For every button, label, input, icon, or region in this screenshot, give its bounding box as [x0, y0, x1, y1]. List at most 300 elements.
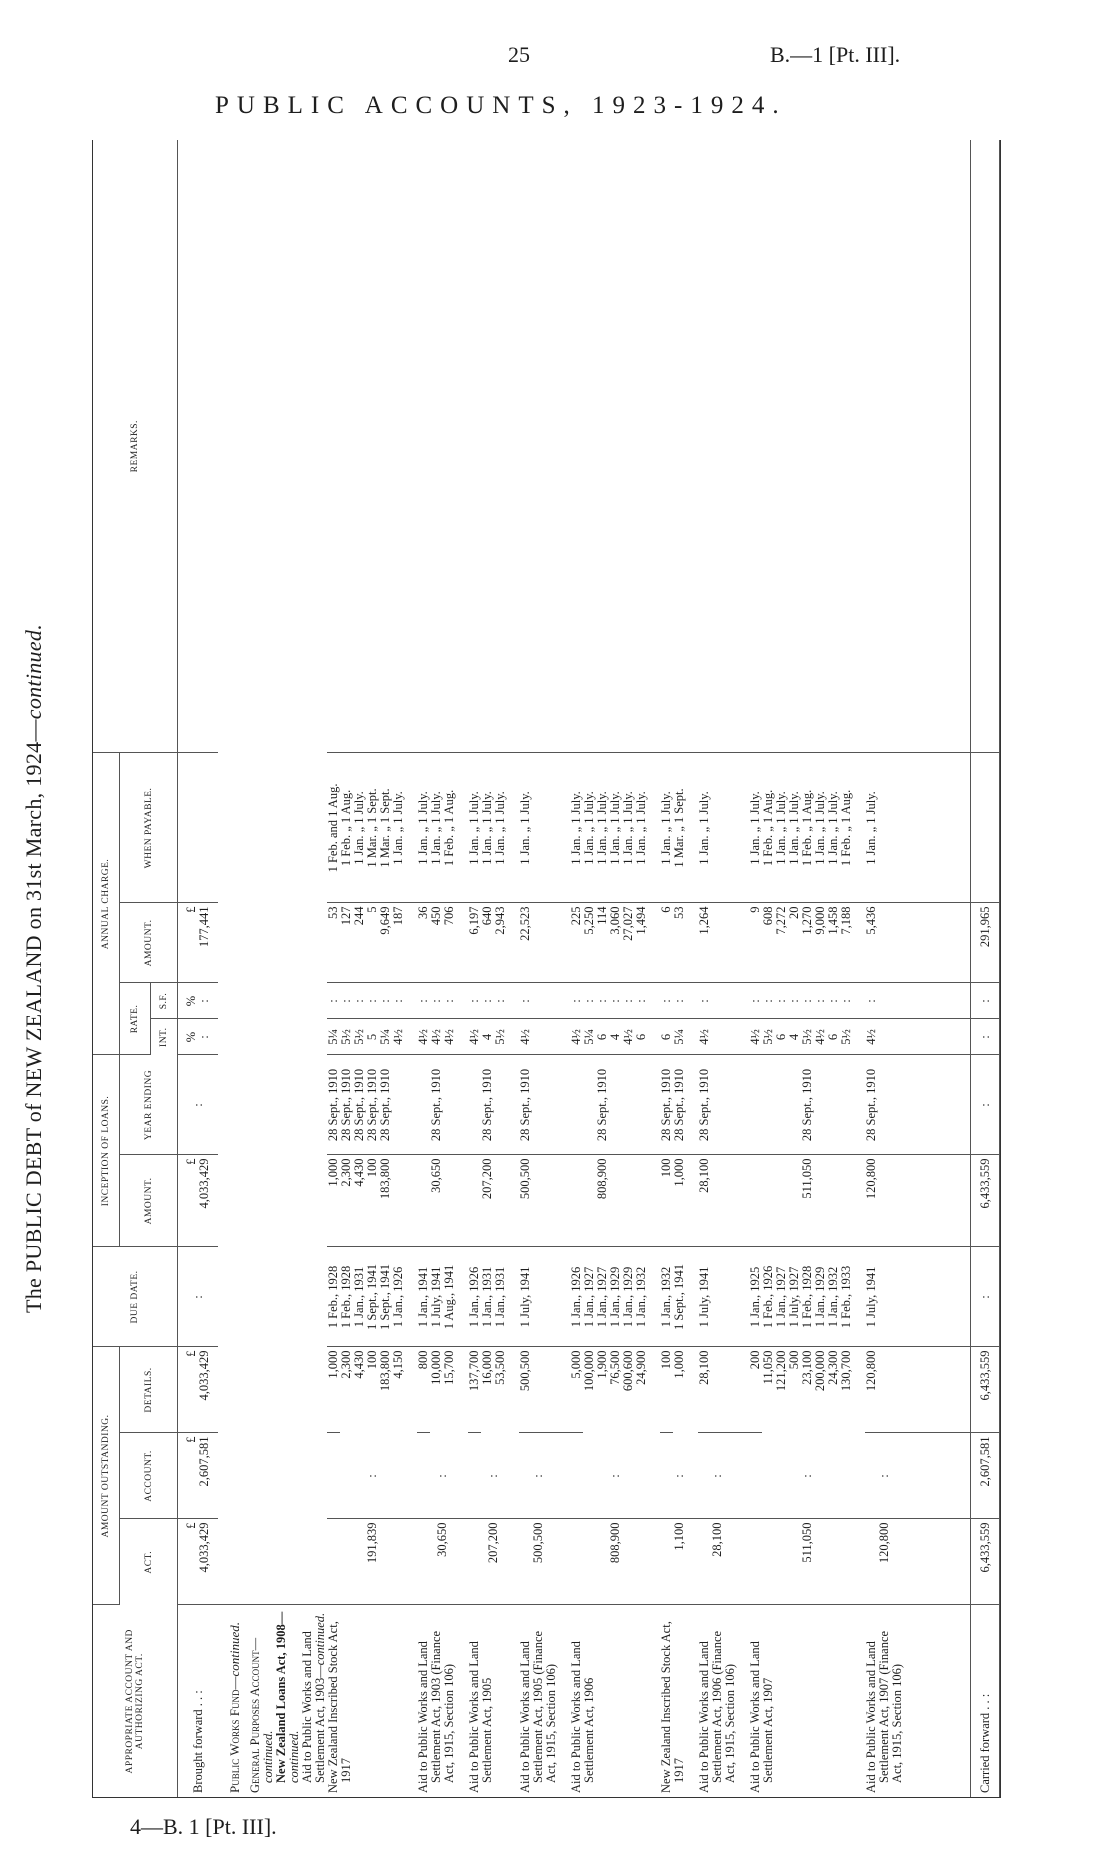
when-payable-cell: 1 Jan. „ 1 July. [660, 753, 673, 903]
authorizing-act-cell: Aid to Public Works and Land Settlement Act, 1905 (Finance Act, 1915, Section 106) [518, 1630, 558, 1793]
account-cell: : [468, 1433, 519, 1519]
details-cell: 1,000 [672, 1350, 686, 1379]
when-payable-cell: 1 Jan. „ 1 July. [353, 753, 366, 903]
table-title-main: The PUBLIC DEBT of NEW ZEALAND on 31st March, 1924— [21, 719, 46, 1314]
inception-amount-cell [775, 1155, 788, 1247]
charge-amount-cell: 640 [481, 903, 494, 983]
col-act: ACT. [120, 1519, 178, 1605]
inception-amount-cell [840, 1155, 865, 1247]
section-heading-row [218, 140, 249, 1797]
act-amount-cell: 28,100 [698, 1519, 749, 1605]
bf-inception-amount: £ 4,033,429 [178, 1155, 219, 1247]
when-payable-cell: 1 Mar. „ 1 Sept. [673, 753, 698, 903]
document-reference: B.—1 [Pt. III]. [770, 42, 901, 67]
col-appropriate-act: APPROPRIATE ACCOUNT AND AUTHORIZING ACT. [93, 1605, 178, 1797]
details-cell: 2,300 [339, 1350, 353, 1379]
account-cell: : [660, 1433, 698, 1519]
due-date-cell: 1 Sept., 1941 [366, 1247, 379, 1347]
rate-int-cell: 5 [366, 1019, 379, 1055]
inception-amount-cell: 4,430 [353, 1155, 366, 1247]
due-date-cell: 1 Jan., 1927 [775, 1247, 788, 1347]
year-ending-cell [840, 1055, 865, 1155]
rate-int-cell: 4½ [417, 1019, 430, 1055]
rate-int-cell: 6 [827, 1019, 840, 1055]
rate-sf-cell: : [379, 983, 392, 1019]
act-amount-cell: 1,100 [660, 1519, 698, 1605]
inception-amount-cell [635, 1155, 660, 1247]
charge-amount-cell: 1,458 [827, 903, 840, 983]
inception-amount-cell: 1,000 [327, 1155, 340, 1247]
rate-int-cell: 5½ [494, 1019, 519, 1055]
rate-sf-cell: : [519, 983, 570, 1019]
charge-amount-cell: 22,523 [519, 903, 570, 983]
rate-sf-cell: : [481, 983, 494, 1019]
table-body [178, 140, 971, 1797]
details-cell: 1,900 [595, 1350, 609, 1379]
details-cell: 15,700 [442, 1350, 456, 1385]
when-payable-cell: 1 Jan. „ 1 July. [596, 753, 609, 903]
rate-sf-cell: : [635, 983, 660, 1019]
year-ending-cell: 28 Sept., 1910 [481, 1055, 494, 1155]
year-ending-cell: 28 Sept., 1910 [865, 1055, 916, 1155]
remarks-cell [519, 140, 570, 753]
due-date-cell: 1 Aug., 1941 [443, 1247, 468, 1347]
rate-int-cell: 5¼ [327, 1019, 340, 1055]
when-payable-cell: 1 Jan. „ 1 July. [609, 753, 622, 903]
rate-sf-cell: : [788, 983, 801, 1019]
inception-amount-cell [814, 1155, 827, 1247]
when-payable-cell: 1 Feb. „ 1 Aug. [840, 753, 865, 903]
table-row [660, 140, 673, 1797]
rate-int-cell: 4½ [519, 1019, 570, 1055]
due-date-cell: 1 Jan., 1926 [468, 1247, 481, 1347]
due-date-cell: 1 Feb., 1928 [340, 1247, 353, 1347]
charge-amount-cell: 36 [417, 903, 430, 983]
inception-amount-cell: 120,800 [865, 1155, 916, 1247]
rate-int-cell: 6 [635, 1019, 660, 1055]
charge-amount-cell: 187 [392, 903, 417, 983]
rate-int-cell: 5½ [762, 1019, 775, 1055]
act-amount-cell: 207,200 [468, 1519, 519, 1605]
inception-amount-cell: 30,650 [430, 1155, 443, 1247]
cf-sf: : [971, 983, 1000, 1019]
inception-amount-cell: 2,300 [340, 1155, 353, 1247]
details-cell: 120,800 [865, 1347, 916, 1433]
due-date-cell: 1 Jan., 1927 [596, 1247, 609, 1347]
col-rate-int: INT. [151, 1019, 178, 1055]
when-payable-cell: 1 Jan. „ 1 July. [827, 753, 840, 903]
when-payable-cell: 1 Jan. „ 1 July. [494, 753, 519, 903]
rate-int-cell: 5¼ [673, 1019, 698, 1055]
account-cell: : [865, 1433, 916, 1519]
rate-int-cell: 4½ [749, 1019, 762, 1055]
due-date-cell: 1 Jan., 1927 [583, 1247, 596, 1347]
details-cell: 11,050 [761, 1350, 775, 1385]
when-payable-cell: 1 Jan. „ 1 July. [775, 753, 788, 903]
rate-sf-cell: : [430, 983, 443, 1019]
details-cell: 23,100 [800, 1350, 814, 1385]
inception-amount-cell [827, 1155, 840, 1247]
when-payable-cell: 1 Feb. „ 1 Aug. [801, 753, 814, 903]
due-date-cell: 1 Jan., 1929 [609, 1247, 622, 1347]
rate-sf-cell: : [392, 983, 417, 1019]
col-when-payable: WHEN PAYABLE. [120, 753, 178, 903]
charge-amount-cell: 6 [660, 903, 673, 983]
authorizing-act-cell: Aid to Public Works and Land Settlement Act, 1906 (Finance Act, 1915, Section 106) [697, 1630, 737, 1793]
rate-sf-cell: : [865, 983, 916, 1019]
due-date-cell: 1 Jan., 1931 [481, 1247, 494, 1347]
rate-int-cell: 4½ [570, 1019, 583, 1055]
rate-int-cell: 5¼ [379, 1019, 392, 1055]
year-ending-cell [443, 1055, 468, 1155]
due-date-cell: 1 Jan., 1926 [392, 1247, 417, 1347]
table-row [468, 140, 481, 1797]
rate-sf-cell: : [762, 983, 775, 1019]
rate-sf-cell: : [814, 983, 827, 1019]
year-ending-cell [622, 1055, 635, 1155]
due-date-cell: 1 Jan., 1929 [814, 1247, 827, 1347]
act-amount-cell: 120,800 [865, 1519, 916, 1605]
when-payable-cell: 1 Jan. „ 1 July. [392, 753, 417, 903]
due-date-cell: 1 July, 1941 [430, 1247, 443, 1347]
details-cell: 100 [660, 1347, 673, 1433]
inception-amount-cell [494, 1155, 519, 1247]
authorizing-act-cell: Aid to Public Works and Land Settlement Act, 1907 (Finance Act, 1915, Section 106) [864, 1630, 904, 1793]
details-cell: 16,000 [480, 1350, 494, 1385]
due-date-cell: 1 July, 1941 [698, 1247, 749, 1347]
charge-amount-cell: 9,000 [814, 903, 827, 983]
charge-amount-cell: 1,494 [635, 903, 660, 983]
rate-int-cell: 6 [775, 1019, 788, 1055]
charge-amount-cell: 127 [340, 903, 353, 983]
act-amount-cell: 191,839 [327, 1519, 417, 1605]
rate-int-cell: 4½ [468, 1019, 481, 1055]
details-cell: 76,500 [608, 1350, 622, 1385]
bf-year: : [178, 1055, 219, 1155]
due-date-cell: 1 July, 1941 [519, 1247, 570, 1347]
authorizing-act-cell: New Zealand Inscribed Stock Act, 1917 [326, 1621, 353, 1793]
cf-year: : [971, 1055, 1000, 1155]
due-date-cell: 1 Sept., 1941 [673, 1247, 698, 1347]
act-amount-cell: 30,650 [417, 1519, 468, 1605]
rate-int-cell: 4½ [392, 1019, 417, 1055]
subsection-heading-row [249, 140, 327, 1797]
charge-amount-cell: 7,188 [840, 903, 865, 983]
authorizing-act-cell: Aid to Public Works and Land Settlement Act, 1906 [569, 1641, 596, 1793]
inception-amount-cell [570, 1155, 583, 1247]
remarks-cell [660, 140, 698, 753]
year-ending-cell [814, 1055, 827, 1155]
bf-details: £ 4,033,429 [178, 1347, 219, 1433]
due-date-cell: 1 Feb., 1928 [801, 1247, 814, 1347]
year-ending-cell [749, 1055, 762, 1155]
carried-forward-row [971, 140, 1000, 1797]
authorizing-act-cell: Aid to Public Works and Land Settlement Act, 1905 [467, 1641, 494, 1793]
bf-sf: % : [178, 983, 219, 1019]
table-title-continued: continued. [21, 623, 46, 720]
cf-account: 2,607,581 [971, 1433, 1000, 1519]
rate-int-cell: 5½ [801, 1019, 814, 1055]
year-ending-cell [762, 1055, 775, 1155]
table-header [93, 140, 178, 1797]
details-cell: 200,000 [813, 1350, 827, 1392]
rate-sf-cell: : [840, 983, 865, 1019]
charge-amount-cell: 1,264 [698, 903, 749, 983]
charge-amount-cell: 20 [788, 903, 801, 983]
rate-sf-cell: : [570, 983, 583, 1019]
year-ending-cell [827, 1055, 840, 1155]
when-payable-cell: 1 Feb. „ 1 Aug. [340, 753, 353, 903]
when-payable-cell: 1 Feb. and 1 Aug. [327, 753, 340, 903]
rate-int-cell: 6 [596, 1019, 609, 1055]
charge-amount-cell: 7,272 [775, 903, 788, 983]
when-payable-cell: 1 Jan. „ 1 July. [698, 753, 749, 903]
section-account: General Purposes Account—continued. New Zealand Loans Act, 1908—continued. Aid to Public Works and Land Settlement Act, 1903—continued. [248, 1611, 327, 1793]
year-ending-cell [494, 1055, 519, 1155]
inception-amount-cell [609, 1155, 622, 1247]
when-payable-cell: 1 Feb. „ 1 Aug. [762, 753, 775, 903]
cf-int: : [971, 1019, 1000, 1055]
details-cell: 24,900 [634, 1350, 648, 1385]
table-title [21, 140, 47, 1797]
when-payable-cell: 1 Jan. „ 1 July. [481, 753, 494, 903]
charge-amount-cell: 2,943 [494, 903, 519, 983]
col-account: ACCOUNT. [120, 1433, 178, 1519]
inception-amount-cell [443, 1155, 468, 1247]
act-amount-cell: 808,900 [570, 1519, 660, 1605]
col-year-ending: YEAR ENDING [120, 1055, 178, 1155]
rate-int-cell: 4½ [814, 1019, 827, 1055]
table-row [519, 140, 570, 1797]
charge-amount-cell: 706 [443, 903, 468, 983]
authorizing-act-cell: Aid to Public Works and Land Settlement Act, 1907 [748, 1641, 775, 1793]
rate-sf-cell: : [443, 983, 468, 1019]
debt-table-rotator [21, 140, 1000, 1797]
col-charge-amount: AMOUNT. [120, 903, 178, 983]
year-ending-cell: 28 Sept., 1910 [340, 1055, 353, 1155]
account-cell: : [570, 1433, 660, 1519]
charge-amount-cell: 9 [749, 903, 762, 983]
brought-forward-label: Brought forward . . : [190, 1690, 205, 1793]
page-number: 25 [508, 42, 530, 67]
due-date-cell: 1 Sept., 1941 [379, 1247, 392, 1347]
remarks-cell [570, 140, 660, 753]
account-cell: : [519, 1433, 570, 1519]
charge-amount-cell: 53 [327, 903, 340, 983]
inception-amount-cell: 100 [366, 1155, 379, 1247]
inception-amount-cell: 500,500 [519, 1155, 570, 1247]
when-payable-cell: 1 Jan. „ 1 July. [417, 753, 430, 903]
bf-act: £ 4,033,429 [178, 1519, 219, 1605]
details-cell: 28,100 [698, 1347, 749, 1433]
details-cell: 53,500 [493, 1350, 507, 1385]
year-ending-cell [609, 1055, 622, 1155]
when-payable-cell: 1 Feb. „ 1 Aug. [443, 753, 468, 903]
carried-forward-label: Carried forward . . : [971, 1605, 1000, 1797]
when-payable-cell: 1 Jan. „ 1 July. [749, 753, 762, 903]
table-row [570, 140, 583, 1797]
when-payable-cell: 1 Jan. „ 1 July. [583, 753, 596, 903]
table-row [327, 140, 340, 1797]
inception-amount-cell [762, 1155, 775, 1247]
rate-int-cell: 5½ [340, 1019, 353, 1055]
rate-sf-cell: : [775, 983, 788, 1019]
details-cell: 4,430 [352, 1350, 366, 1379]
authorizing-act-cell: New Zealand Inscribed Stock Act, 1917 [659, 1621, 686, 1793]
when-payable-cell: 1 Jan. „ 1 July. [519, 753, 570, 903]
when-payable-cell: 1 Jan. „ 1 July. [788, 753, 801, 903]
details-cell: 183,800 [378, 1350, 392, 1392]
when-payable-cell: 1 Jan. „ 1 July. [635, 753, 660, 903]
rate-sf-cell: : [340, 983, 353, 1019]
year-ending-cell: 28 Sept., 1910 [698, 1055, 749, 1155]
inception-amount-cell [392, 1155, 417, 1247]
col-annual-charge: ANNUAL CHARGE. [93, 753, 120, 1055]
authorizing-act-cell: Aid to Public Works and Land Settlement Act, 1903 (Finance Act, 1915, Section 106) [416, 1630, 456, 1793]
charge-amount-cell: 1,270 [801, 903, 814, 983]
rate-int-cell: 4½ [698, 1019, 749, 1055]
table-row [865, 140, 916, 1797]
remarks-cell [865, 140, 916, 753]
when-payable-cell: 1 Jan. „ 1 July. [570, 753, 583, 903]
remarks-cell [417, 140, 468, 753]
year-ending-cell: 28 Sept., 1910 [366, 1055, 379, 1155]
rate-int-cell: 4½ [430, 1019, 443, 1055]
details-cell: 100,000 [582, 1350, 596, 1392]
year-ending-cell: 28 Sept., 1910 [596, 1055, 609, 1155]
due-date-cell: 1 Jan., 1932 [635, 1247, 660, 1347]
act-amount-cell: 500,500 [519, 1519, 570, 1605]
due-date-cell: 1 Feb., 1933 [840, 1247, 865, 1347]
due-date-cell: 1 Jan., 1929 [622, 1247, 635, 1347]
year-ending-cell: 28 Sept., 1910 [801, 1055, 814, 1155]
when-payable-cell: 1 Jan. „ 1 July. [430, 753, 443, 903]
cf-charge: 291,965 [971, 903, 1000, 983]
inception-amount-cell: 28,100 [698, 1155, 749, 1247]
details-cell: 5,000 [570, 1347, 583, 1433]
year-ending-cell: 28 Sept., 1910 [673, 1055, 698, 1155]
when-payable-cell: 1 Jan. „ 1 July. [814, 753, 827, 903]
charge-amount-cell: 53 [673, 903, 698, 983]
account-cell: : [327, 1433, 417, 1519]
due-date-cell: 1 Jan., 1941 [417, 1247, 430, 1347]
year-ending-cell [635, 1055, 660, 1155]
col-amount-outstanding: AMOUNT OUTSTANDING. [93, 1347, 120, 1605]
due-date-cell: 1 Jan., 1925 [749, 1247, 762, 1347]
col-inception: INCEPTION OF LOANS. [93, 1055, 120, 1247]
year-ending-cell: 28 Sept., 1910 [353, 1055, 366, 1155]
year-ending-cell [775, 1055, 788, 1155]
due-date-cell: 1 Jan., 1932 [827, 1247, 840, 1347]
rate-sf-cell: : [801, 983, 814, 1019]
when-payable-cell: 1 Jan. „ 1 July. [622, 753, 635, 903]
due-date-cell: 1 July, 1927 [788, 1247, 801, 1347]
details-cell: 121,200 [774, 1350, 788, 1392]
details-cell: 800 [417, 1347, 430, 1433]
col-details: DETAILS. [120, 1347, 178, 1433]
rate-int-cell: 5¼ [583, 1019, 596, 1055]
rate-sf-cell: : [417, 983, 430, 1019]
col-remarks: REMARKS. [93, 140, 178, 753]
spacer-row [916, 140, 971, 1797]
due-date-cell: 1 Jan., 1931 [494, 1247, 519, 1347]
page-title: PUBLIC ACCOUNTS, 1923-1924. [215, 92, 787, 119]
account-cell: : [749, 1433, 865, 1519]
details-cell: 500 [787, 1350, 801, 1370]
rate-sf-cell: : [749, 983, 762, 1019]
cf-due: : [971, 1247, 1000, 1347]
charge-amount-cell: 9,649 [379, 903, 392, 983]
carried-forward-body [971, 140, 1000, 1797]
charge-amount-cell: 5 [366, 903, 379, 983]
remarks-cell [468, 140, 519, 753]
col-inception-amount: AMOUNT. [120, 1155, 178, 1247]
footer-reference: 4—B. 1 [Pt. III]. [130, 1814, 277, 1839]
rate-int-cell: 4½ [622, 1019, 635, 1055]
details-cell: 10,000 [429, 1350, 443, 1385]
rate-sf-cell: : [827, 983, 840, 1019]
rate-sf-cell: : [609, 983, 622, 1019]
rate-int-cell: 4 [609, 1019, 622, 1055]
account-cell: : [417, 1433, 468, 1519]
inception-amount-cell: 207,200 [481, 1155, 494, 1247]
rate-sf-cell: : [366, 983, 379, 1019]
remarks-cell [749, 140, 865, 753]
rate-sf-cell: : [622, 983, 635, 1019]
when-payable-cell: 1 Jan. „ 1 July. [865, 753, 916, 903]
details-cell: 137,700 [468, 1347, 481, 1433]
section-fund: Public Works Fund—continued. [227, 1621, 242, 1793]
rate-sf-cell: : [353, 983, 366, 1019]
charge-amount-cell: 5,250 [583, 903, 596, 983]
rate-sf-cell: : [673, 983, 698, 1019]
due-date-cell: 1 Jan., 1931 [353, 1247, 366, 1347]
rate-sf-cell: : [494, 983, 519, 1019]
due-date-cell: 1 Feb., 1928 [327, 1247, 340, 1347]
year-ending-cell: 28 Sept., 1910 [327, 1055, 340, 1155]
remarks-cell [698, 140, 749, 753]
inception-amount-cell: 808,900 [596, 1155, 609, 1247]
bf-due: : [178, 1247, 219, 1347]
charge-amount-cell: 608 [762, 903, 775, 983]
cf-details: 6,433,559 [971, 1347, 1000, 1433]
rate-int-cell: 5½ [353, 1019, 366, 1055]
rate-int-cell: 4 [788, 1019, 801, 1055]
bf-int: % : [178, 1019, 219, 1055]
rate-int-cell: 5½ [840, 1019, 865, 1055]
charge-amount-cell: 5,436 [865, 903, 916, 983]
details-cell: 24,300 [826, 1350, 840, 1385]
inception-amount-cell [749, 1155, 762, 1247]
rate-sf-cell: : [660, 983, 673, 1019]
year-ending-cell [570, 1055, 583, 1155]
rate-sf-cell: : [583, 983, 596, 1019]
charge-amount-cell: 450 [430, 903, 443, 983]
when-payable-cell: 1 Mar. „ 1 Sept. [366, 753, 379, 903]
charge-amount-cell: 27,027 [622, 903, 635, 983]
rate-int-cell: 4½ [865, 1019, 916, 1055]
details-cell: 1,000 [327, 1347, 340, 1433]
col-rate-sf: S.F. [151, 983, 178, 1019]
rate-sf-cell: : [468, 983, 481, 1019]
inception-amount-cell: 511,050 [801, 1155, 814, 1247]
rate-sf-cell: : [596, 983, 609, 1019]
brought-forward-row [178, 140, 219, 1797]
details-cell: 200 [749, 1347, 762, 1433]
details-cell: 500,500 [519, 1347, 570, 1433]
year-ending-cell [392, 1055, 417, 1155]
bf-account: £ 2,607,581 [178, 1433, 219, 1519]
